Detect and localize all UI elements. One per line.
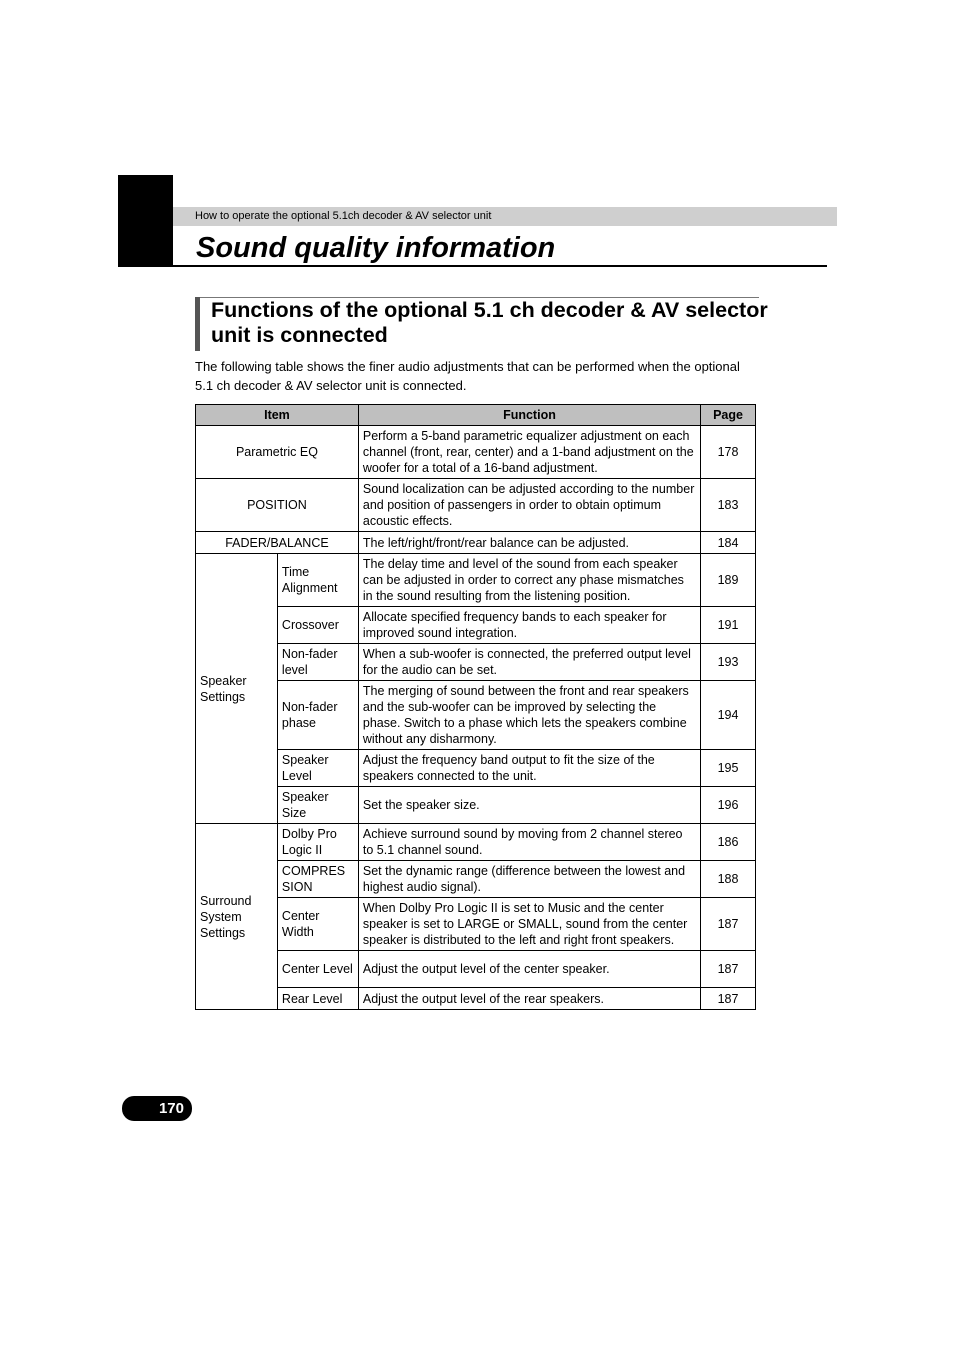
breadcrumb: How to operate the optional 5.1ch decoder & AV selector unit	[195, 210, 492, 222]
page-cell: 194	[701, 681, 756, 750]
table-row	[196, 787, 756, 824]
table-row	[196, 554, 756, 607]
subitem-cell: Speaker Size	[277, 787, 358, 824]
page-cell: 193	[701, 644, 756, 681]
intro-paragraph: The following table shows the finer audio adjustments that can be performed when the optional 5.1 ch decoder & AV selector unit is connected.	[195, 359, 740, 393]
subitem-cell: Center Level	[277, 951, 358, 988]
table-row	[196, 898, 756, 951]
table-row	[196, 861, 756, 898]
table-row	[196, 824, 756, 861]
subitem-cell: Time Alignment	[277, 554, 358, 607]
page-cell: 183	[701, 479, 756, 532]
page-cell: 195	[701, 750, 756, 787]
subitem-cell: COMPRES SION	[277, 861, 358, 898]
subitem-cell: Crossover	[277, 607, 358, 644]
function-cell: Adjust the output level of the rear speakers.	[358, 988, 700, 1010]
table-row	[196, 532, 756, 554]
table-row	[196, 681, 756, 750]
page-cell: 178	[701, 426, 756, 479]
function-cell: When a sub-woofer is connected, the preferred output level for the audio can be set.	[358, 644, 700, 681]
page-cell: 191	[701, 607, 756, 644]
subitem-cell: Non-fader level	[277, 644, 358, 681]
function-cell: Achieve surround sound by moving from 2 channel stereo to 5.1 channel sound.	[358, 824, 700, 861]
subitem-cell: Non-fader phase	[277, 681, 358, 750]
section-heading: Functions of the optional 5.1 ch decoder & AV selector unit is connected	[211, 298, 768, 347]
subitem-cell: Speaker Level	[277, 750, 358, 787]
page-cell: 186	[701, 824, 756, 861]
table-row	[196, 607, 756, 644]
subitem-cell: Center Width	[277, 898, 358, 951]
table-row	[196, 750, 756, 787]
table-row	[196, 426, 756, 479]
function-cell: Perform a 5-band parametric equalizer adjustment on each channel (front, rear, center) and a 1-band adjustment on the woofer for a total of a 16-band adjustment.	[358, 426, 700, 479]
page-title: Sound quality information	[196, 232, 556, 264]
header-function: Function	[358, 405, 700, 426]
function-cell: When Dolby Pro Logic II is set to Music and the center speaker is set to LARGE or SMALL, sound from the center speaker is distributed to the left and right front speakers.	[358, 898, 700, 951]
page-cell: 189	[701, 554, 756, 607]
header-item: Item	[196, 405, 359, 426]
group-speaker-settings: Speaker Settings	[196, 554, 278, 824]
function-cell: Set the speaker size.	[358, 787, 700, 824]
page-cell: 188	[701, 861, 756, 898]
page-cell: 196	[701, 787, 756, 824]
item-cell: Parametric EQ	[196, 426, 359, 479]
table-row	[196, 951, 756, 988]
item-cell: POSITION	[196, 479, 359, 532]
page-cell: 187	[701, 898, 756, 951]
subitem-cell: Dolby Pro Logic II	[277, 824, 358, 861]
table-row	[196, 644, 756, 681]
functions-table	[195, 404, 756, 1010]
function-cell: The merging of sound between the front and rear speakers and the sub-woofer can be improved by selecting the phase. Switch to a phase which lets the speakers combine without any disharmony.	[358, 681, 700, 750]
page-cell: 187	[701, 988, 756, 1010]
function-cell: Adjust the frequency band output to fit the size of the speakers connected to the unit.	[358, 750, 700, 787]
subitem-cell: Rear Level	[277, 988, 358, 1010]
page-number: 170	[122, 1096, 192, 1121]
group-surround-system-settings: Surround System Settings	[196, 824, 278, 1010]
chapter-tab	[118, 175, 173, 267]
function-cell: Set the dynamic range (difference between the lowest and highest audio signal).	[358, 861, 700, 898]
item-cell: FADER/BALANCE	[196, 532, 359, 554]
table-row	[196, 988, 756, 1010]
header-page: Page	[701, 405, 756, 426]
table-row	[196, 479, 756, 532]
title-divider	[173, 265, 827, 267]
page-cell: 187	[701, 951, 756, 988]
function-cell: The delay time and level of the sound from each speaker can be adjusted in order to correct any phase mismatches in the sound resulting from the listening position.	[358, 554, 700, 607]
table-header-row	[196, 405, 756, 426]
function-cell: Allocate specified frequency bands to each speaker for improved sound integration.	[358, 607, 700, 644]
section-accent-bar	[195, 297, 200, 351]
function-cell: The left/right/front/rear balance can be adjusted.	[358, 532, 700, 554]
function-cell: Sound localization can be adjusted according to the number and position of passengers in order to obtain optimum acoustic effects.	[358, 479, 700, 532]
function-cell: Adjust the output level of the center speaker.	[358, 951, 700, 988]
page-cell: 184	[701, 532, 756, 554]
